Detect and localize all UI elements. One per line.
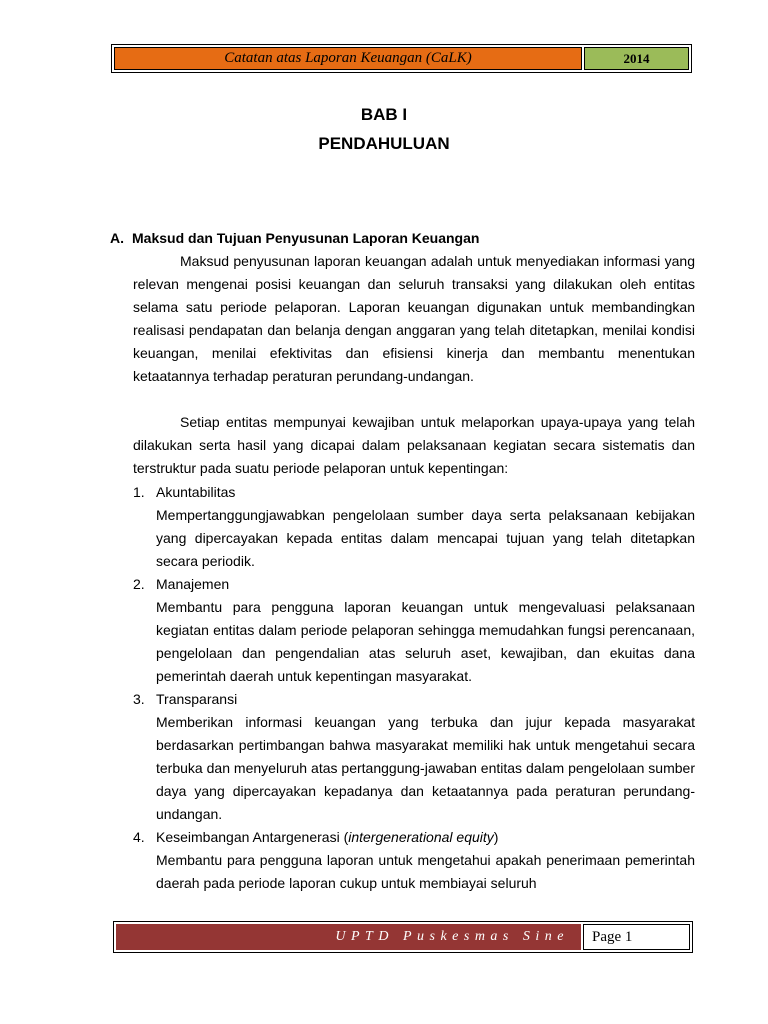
list-item-number: 3. xyxy=(133,691,145,707)
header-title: Catatan atas Laporan Keuangan (CaLK) xyxy=(114,47,582,70)
list-item-number: 1. xyxy=(133,484,145,500)
chapter-number: BAB I xyxy=(360,105,408,124)
list-item-title-end: ) xyxy=(493,829,499,845)
chapter-title: PENDAHULUAN xyxy=(318,134,450,153)
section-heading xyxy=(110,230,479,246)
section-title: Maksud dan Tujuan Penyusunan Laporan Keuangan xyxy=(132,230,480,246)
page-header xyxy=(111,44,692,73)
list-item-body: Membantu para pengguna laporan untuk mengetahui apakah penerimaan pemerintah daerah pada periode laporan cukup untuk membiayai seluruh xyxy=(156,852,695,891)
page-footer xyxy=(113,921,693,953)
section-label: A. xyxy=(110,230,124,246)
list-item-title: Akuntabilitas xyxy=(156,484,236,500)
list-item-body: Membantu para pengguna laporan keuangan untuk mengevaluasi pelaksanaan kegiatan entitas dalam periode pelaporan sehingga memudahkan fungsi perencanaan, pengelolaan dan pengendalian atas seluruh aset, kewajiban, dan ekuitas dana pemerintah daerah untuk kepentingan masyarakat. xyxy=(156,599,695,684)
list-item-number: 2. xyxy=(133,576,145,592)
paragraph-obligation: Setiap entitas mempunyai kewajiban untuk melaporkan upaya-upaya yang telah dilakukan serta hasil yang dicapai dalam pelaksanaan kegiatan secara sistematis dan terstruktur pada suatu periode pelaporan untuk kepentingan: xyxy=(133,414,695,476)
list-item-title: Transparansi xyxy=(156,691,238,707)
list-item-title: Manajemen xyxy=(156,576,230,592)
list-item-title-italic: intergenerational equity xyxy=(348,829,494,845)
paragraph-purpose: Maksud penyusunan laporan keuangan adalah untuk menyediakan informasi yang relevan mengenai posisi keuangan dan seluruh transaksi yang dilakukan oleh entitas selama satu periode pelaporan. Laporan keuangan digunakan untuk membandingkan realisasi pendapatan dan belanja dengan anggaran yang telah ditetapkan, menilai kondisi keuangan, menilai efektivitas dan efisiensi kinerja dan membantu menentukan ketaatannya terhadap peraturan perundang-undangan. xyxy=(133,253,695,384)
list-item-body: Mempertanggungjawabkan pengelolaan sumber daya serta pelaksanaan kebijakan yang dipercayakan kepada entitas dalam mencapai tujuan yang telah ditetapkan secara periodik. xyxy=(156,507,695,569)
list-item-body: Memberikan informasi keuangan yang terbuka dan jujur kepada masyarakat berdasarkan pertimbangan bahwa masyarakat memiliki hak untuk mengetahui secara terbuka dan menyeluruh atas pertanggung-jawaban entitas dalam pengelolaan sumber daya yang dipercayakan kepadanya dan ketaatannya pada peraturan perundang-undangan. xyxy=(156,714,695,822)
list-item-title-text: Keseimbangan Antargenerasi ( xyxy=(156,829,349,845)
list-item-number: 4. xyxy=(133,829,145,845)
list-item-title xyxy=(156,829,498,845)
header-year: 2014 xyxy=(584,47,689,70)
footer-organization: UPTD Puskesmas Sine xyxy=(116,924,581,950)
footer-page-number: Page 1 xyxy=(583,924,690,950)
